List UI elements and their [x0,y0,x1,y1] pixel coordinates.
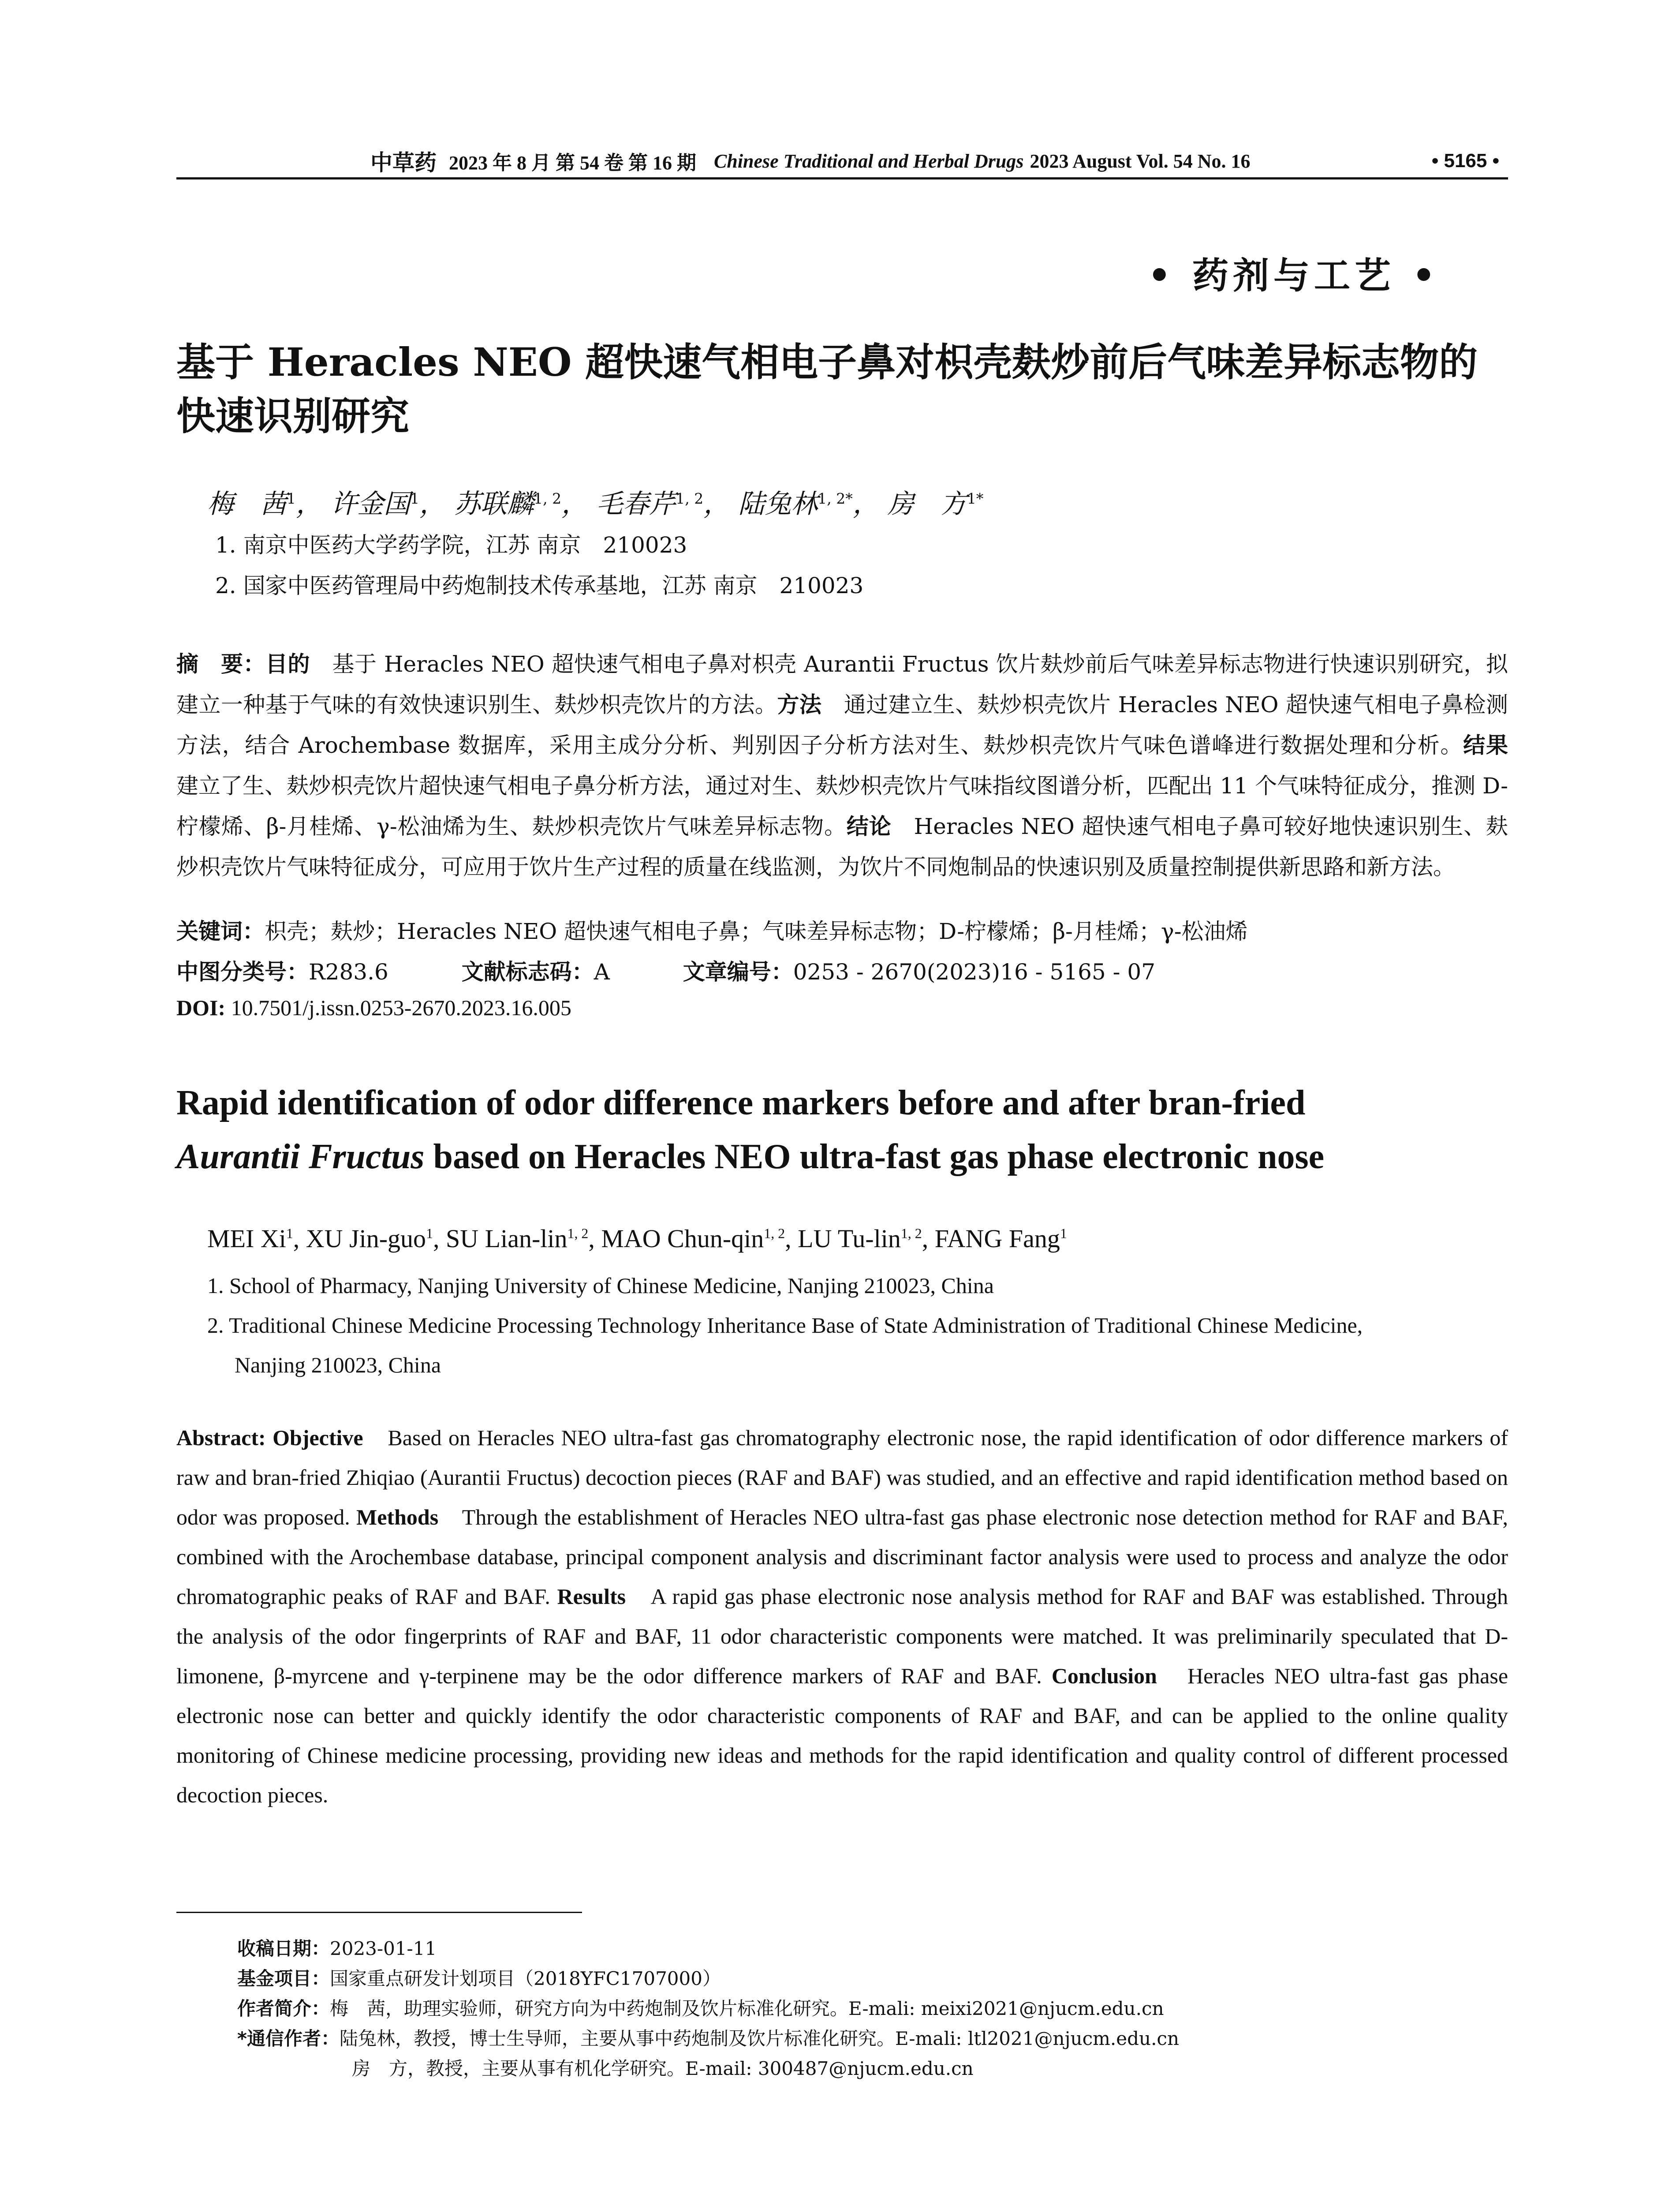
affiliations-en [207,1266,1508,1385]
affiliation: 1. 南京中医药大学药学院，江苏 南京 210023 [215,532,687,558]
author: 许金国 [331,489,411,519]
author: 房 方 [887,489,967,519]
journal-name-en: Chinese Traditional and Herbal Drugs [714,150,1024,172]
author: 毛春芹 [596,489,676,519]
issue-info-en: 2023 August Vol. 54 No. 16 [1030,150,1251,172]
keywords: 关键词：枳壳；麸炒；Heracles NEO 超快速气相电子鼻；气味差异标志物；D-柠檬烯；β-月桂烯；γ-松油烯 [176,919,1248,944]
abstract-en: Abstract: Objective Based on Heracles NEO ultra-fast gas chromatography electronic nose, the rapid identification of odor difference markers of raw and bran-fried Zhiqiao (Aurantii Fructus) decoction pieces (RAF and BAF) was studied, and an effective and rapid identification method based on odor was proposed. Methods Through the establishment of Heracles NEO ultra-fast gas phase electronic nose detection method for RAF and BAF, combined with the Arochembase database, principal component analysis and discriminant factor analysis were used to process and analyze the odor chromatographic peaks of RAF and BAF. Results A rapid gas phase electronic nose analysis method for RAF and BAF was established. Through the analysis of the odor fingerprints of RAF and BAF, 11 odor characteristic components were matched. It was preliminarily speculated that D-limonene, β-myrcene and γ-terpinene may be the odor difference markers of RAF and BAF. Conclusion Heracles NEO ultra-fast gas phase electronic nose can better and quickly identify the odor characteristic components of RAF and BAF, and can be applied to the online quality monitoring of Chinese medicine processing, providing new ideas and methods for the rapid identification and quality control of different processed decoction pieces. [176,1425,1508,1807]
corresponding-author: 房 方，教授，主要从事有机化学研究。E-mail: 300487@njucm.edu.cn [352,2058,974,2079]
footnotes [237,1934,1179,2084]
affiliation: 1. School of Pharmacy, Nanjing University of Chinese Medicine, Nanjing 210023, China [207,1273,994,1298]
footnote-rule [176,1912,582,1913]
corresponding-author: *通信作者：陆兔林，教授，博士生导师，主要从事中药炮制及饮片标准化研究。E-mali: ltl2021@njucm.edu.cn [237,2028,1179,2049]
affiliation: 2. Traditional Chinese Medicine Processing Technology Inheritance Base of State Administration of Traditional Chinese Medicine, [207,1313,1363,1338]
header-rule [176,177,1508,179]
author: 梅 茜 [207,489,287,519]
author: 苏联麟 [454,489,534,519]
affiliation: 2. 国家中医药管理局中药炮制技术传承基地，江苏 南京 210023 [215,573,864,598]
classification: 中图分类号：R283.6 文献标志码：A 文章编号：0253 - 2670(2023)16 - 5165 - 07 [176,959,1156,985]
authors-en: MEI Xi$^1$, XU Jin-guo$^1$, SU Lian-lin$^{1, 2}$, MAO Chun-qin$^{1, 2}$, LU Tu-lin$^{1, 2}$, FANG Fang$^1$ [207,1224,1067,1253]
doi: DOI: 10.7501/j.issn.0253-2670.2023.16.005 [176,995,571,1020]
received-date: 收稿日期：2023-01-11 [237,1938,437,1959]
affiliation: Nanjing 210023, China [235,1353,441,1377]
abstract-cn: 摘 要：目的 基于 Heracles NEO 超快速气相电子鼻对枳壳 Aurantii Fructus 饮片麸炒前后气味差异标志物进行快速识别研究，拟建立一种基于气味的有效快速识别生、麸炒枳壳饮片的方法。方法 通过建立生、麸炒枳壳饮片 Heracles NEO 超快速气相电子鼻检测方法，结合 Arochembase 数据库，采用主成分分析、判别因子分析方法对生、麸炒枳壳饮片气味色谱峰进行数据处理和分析。结果 建立了生、麸炒枳壳饮片超快速气相电子鼻分析方法，通过对生、麸炒枳壳饮片气味指纹图谱分析，匹配出 11 个气味特征成分，推测 D-柠檬烯、β-月桂烯、γ-松油烯为生、麸炒枳壳饮片气味差异标志物。结论 Heracles NEO 超快速气相电子鼻可较好地快速识别生、麸炒枳壳饮片气味特征成分，可应用于饮片生产过程的质量在线监测，为饮片不同炮制品的快速识别及质量控制提供新思路和新方法。 [176,651,1508,880]
title-cn: 基于 Heracles NEO 超快速气相电子鼻对枳壳麸炒前后气味差异标志物的快速识别研究 [176,339,1478,439]
author-bio: 作者简介：梅 茜，助理实验师，研究方向为中药炮制及饮片标准化研究。E-mali: meixi2021@njucm.edu.cn [237,1998,1164,2019]
title-en: Rapid identification of odor difference markers before and after bran-fried Aurantii Fructus based on Heracles NEO ultra-fast gas phase electronic nose [176,1084,1325,1176]
section-tag: • 药剂与工艺 • [1148,254,1440,297]
page-number: • 5165 • [1431,150,1499,172]
issue-info-cn: 2023 年 8 月 第 54 卷 第 16 期 [449,152,696,174]
fund: 基金项目：国家重点研发计划项目（2018YFC1707000） [237,1968,721,1989]
author: 陆兔林 [738,489,818,519]
affiliations-cn [215,525,863,606]
journal-name-cn: 中草药 [370,150,437,175]
authors-cn: 梅 茜$^1$， 许金国$^1$， 苏联麟$^{1, 2}$， 毛春芹$^{1, 2}$， 陆兔林$^{1, 2*}$， 房 方$^{1*}$ [207,489,984,519]
running-header [176,146,1508,176]
